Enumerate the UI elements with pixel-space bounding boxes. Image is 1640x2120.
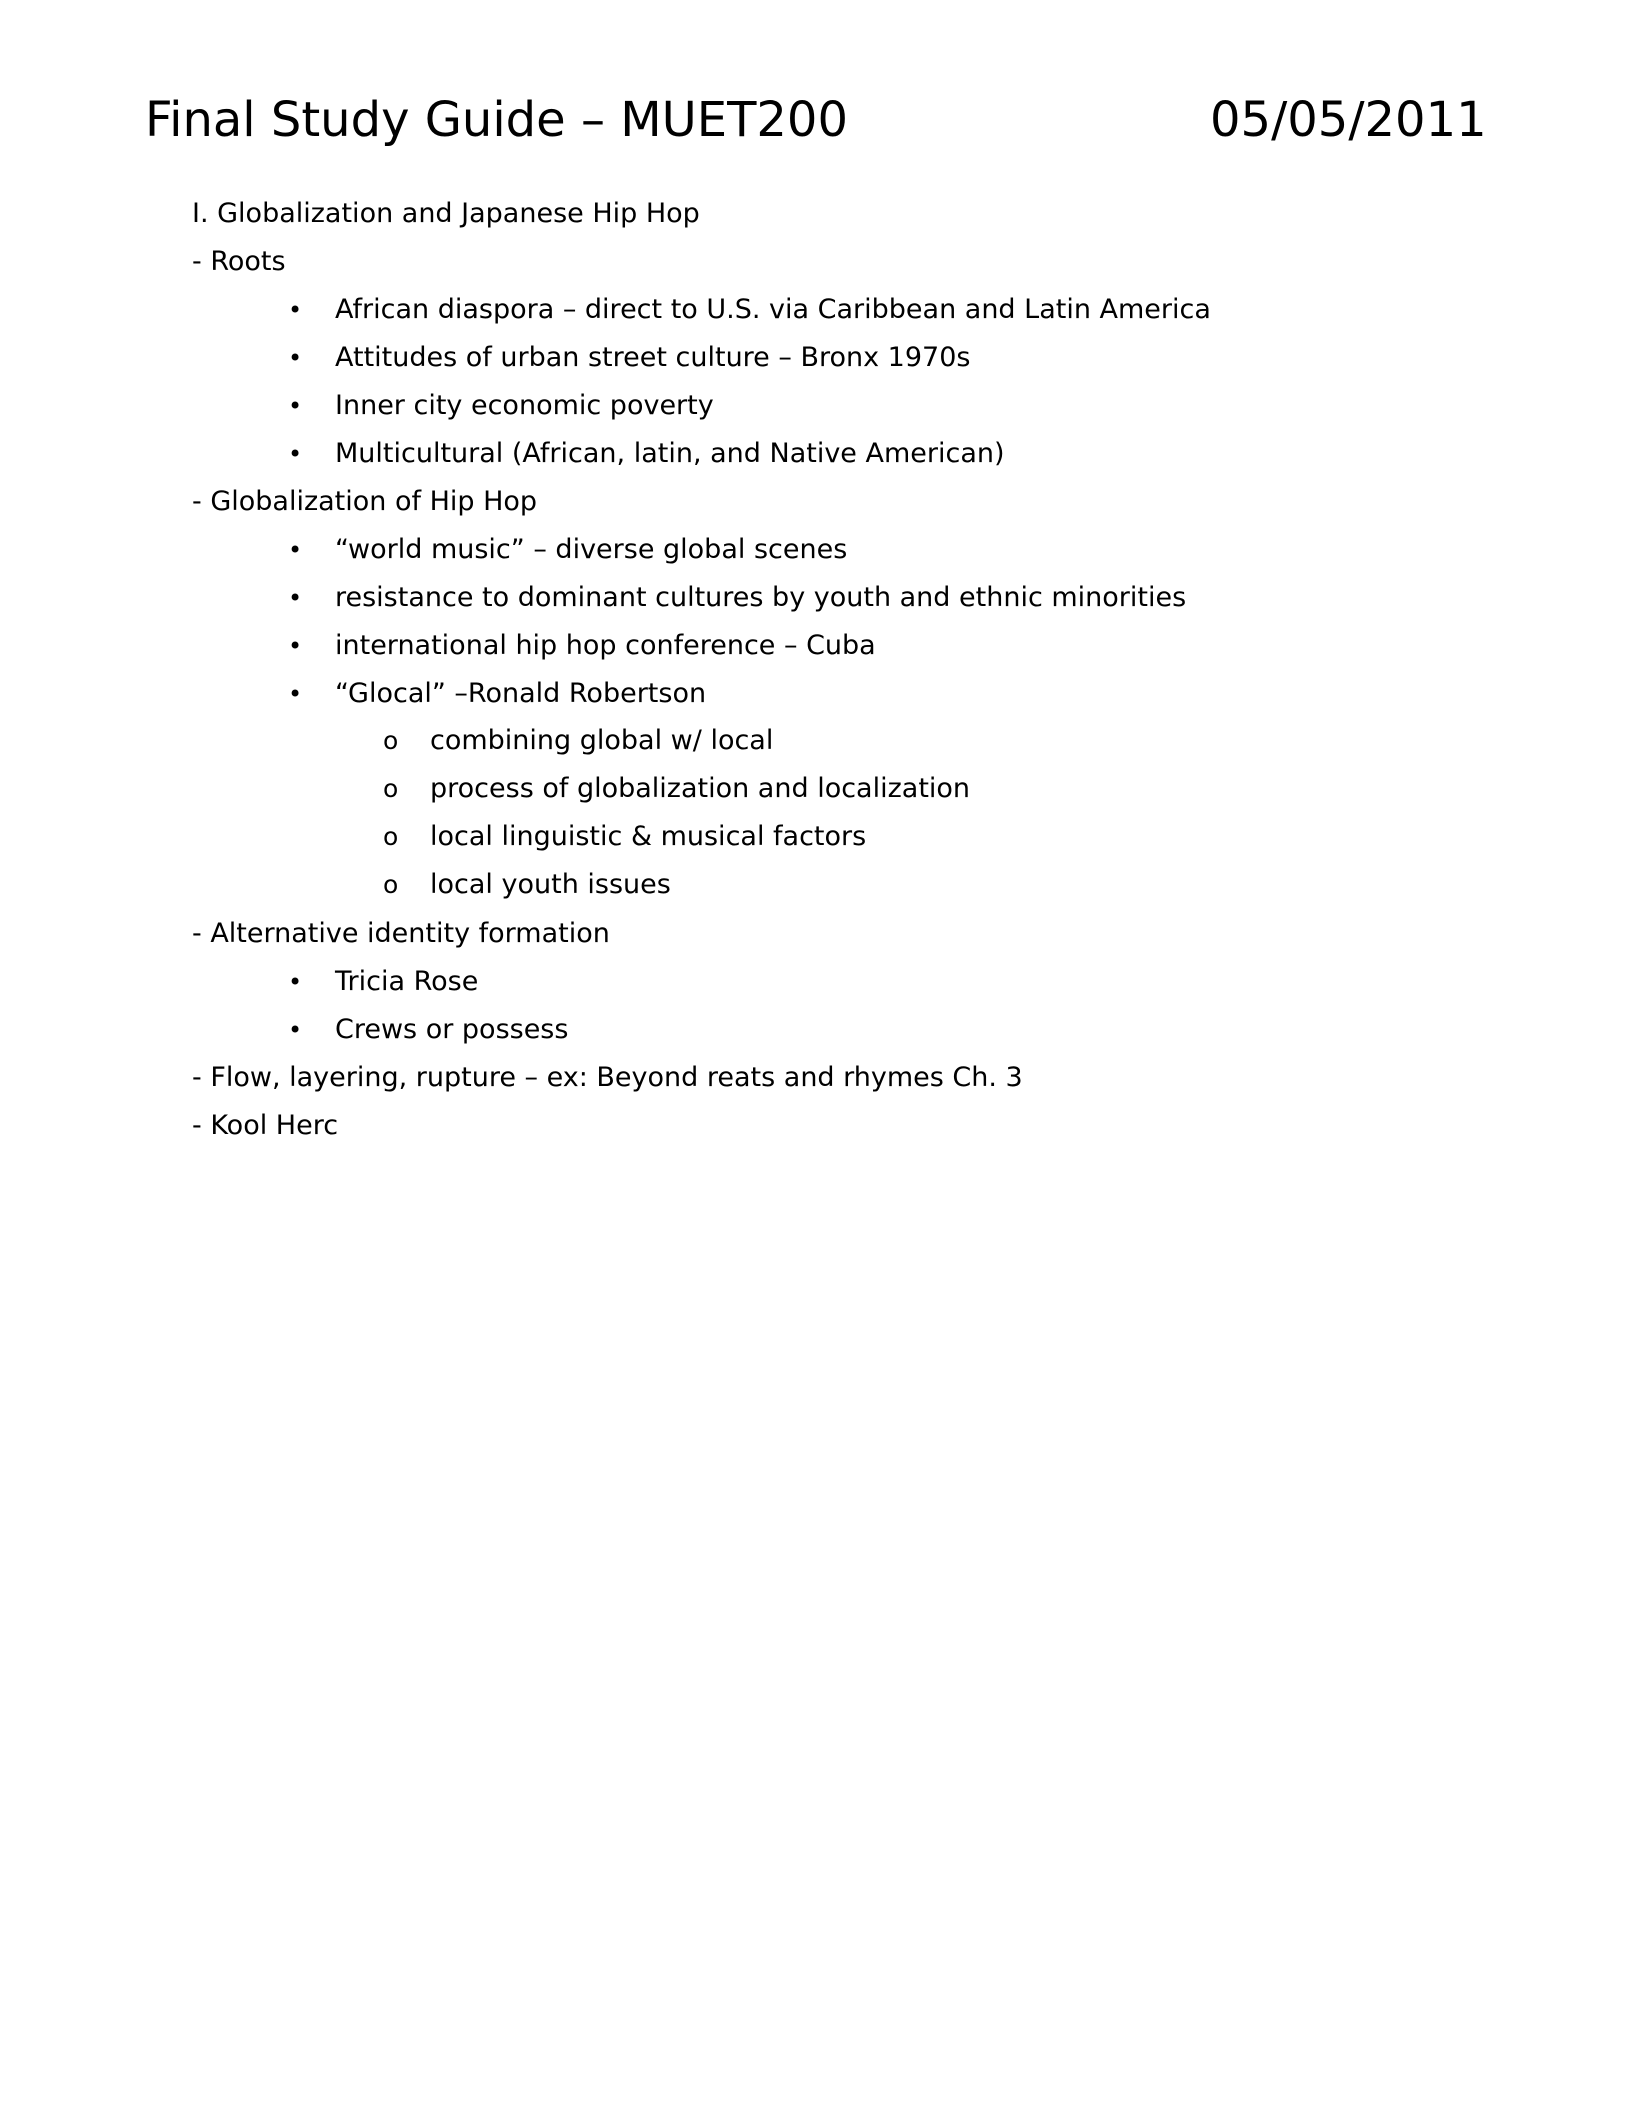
sub-bullet-marker: o [383,774,399,803]
bullet-marker: • [288,392,303,420]
bullet-marker: • [288,632,303,660]
sub-list-item: combining global w/ local [430,725,774,756]
sub-list-item: process of globalization and localization [430,773,971,804]
roots-heading: - Roots [192,246,286,277]
list-item: Tricia Rose [335,966,479,997]
list-item: “Glocal” –Ronald Robertson [335,678,707,709]
page-date: 05/05/2011 [1210,92,1487,148]
bullet-marker: • [288,344,303,372]
bullet-marker: • [288,968,303,996]
sub-list-item: local youth issues [430,869,671,900]
list-item: Inner city economic poverty [335,390,714,421]
globalization-heading: - Globalization of Hip Hop [192,486,538,517]
list-item: Crews or possess [335,1014,569,1045]
sub-bullet-marker: o [383,870,399,899]
list-item: international hip hop conference – Cuba [335,630,876,661]
bullet-marker: • [288,1016,303,1044]
list-item: resistance to dominant cultures by youth and ethnic minorities [335,582,1187,613]
sub-bullet-marker: o [383,822,399,851]
flow-line: - Flow, layering, rupture – ex: Beyond reats and rhymes Ch. 3 [192,1062,1023,1093]
list-item: Multicultural (African, latin, and Native American) [335,438,1005,469]
kool-herc-line: - Kool Herc [192,1110,339,1141]
bullet-marker: • [288,584,303,612]
list-item: “world music” – diverse global scenes [335,534,848,565]
identity-heading: - Alternative identity formation [192,918,610,949]
bullet-marker: • [288,296,303,324]
bullet-marker: • [288,680,303,708]
list-item: African diaspora – direct to U.S. via Caribbean and Latin America [335,294,1211,325]
sub-bullet-marker: o [383,726,399,755]
list-item: Attitudes of urban street culture – Bronx 1970s [335,342,971,373]
sub-list-item: local linguistic & musical factors [430,821,867,852]
bullet-marker: • [288,536,303,564]
page-title: Final Study Guide – MUET200 [145,92,849,148]
bullet-marker: • [288,440,303,468]
section-heading: I. Globalization and Japanese Hip Hop [192,198,700,229]
